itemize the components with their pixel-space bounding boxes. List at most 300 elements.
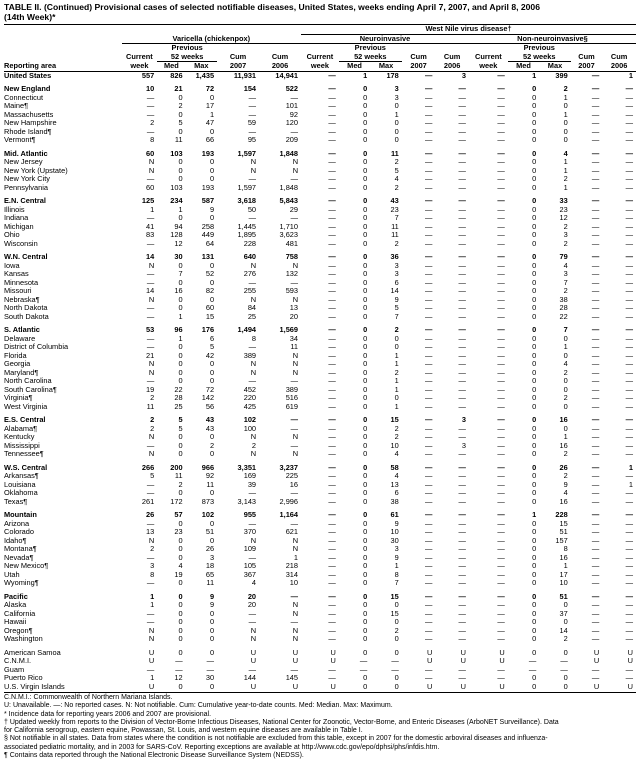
- value-cell: 0: [532, 205, 537, 214]
- value-cell: 1: [394, 385, 399, 394]
- value-cell: 5,843: [279, 196, 299, 205]
- reporting-area-cell: North Dakota: [4, 304, 48, 312]
- value-cell: —: [625, 441, 633, 450]
- value-cell: —: [497, 351, 505, 360]
- value-cell: —: [328, 536, 336, 545]
- reporting-area-cell: South Carolina¶: [4, 385, 57, 394]
- table-row: [4, 554, 636, 563]
- value-cell: —: [591, 618, 600, 626]
- value-cell: —: [497, 489, 505, 497]
- reporting-area-cell: Nebraska¶: [4, 295, 40, 304]
- value-cell: 266: [141, 462, 155, 472]
- value-cell: 30: [390, 536, 399, 545]
- value-cell: 2: [394, 424, 399, 433]
- value-cell: —: [497, 433, 505, 441]
- value-cell: —: [328, 102, 336, 110]
- value-cell: 0: [532, 433, 537, 441]
- value-cell: U: [148, 657, 155, 665]
- value-cell: 0: [532, 441, 537, 450]
- value-cell: 0: [363, 562, 368, 570]
- reporting-area-cell: Kentucky: [4, 433, 35, 441]
- value-cell: 101: [285, 102, 299, 110]
- value-cell: —: [497, 231, 505, 239]
- value-cell: 109: [243, 545, 257, 553]
- value-cell: —: [458, 609, 466, 618]
- value-cell: 96: [174, 325, 183, 334]
- value-cell: 0: [209, 536, 215, 545]
- value-cell: —: [146, 609, 155, 618]
- value-cell: —: [328, 304, 336, 312]
- value-cell: 16: [559, 415, 568, 424]
- value-cell: 9: [563, 480, 568, 489]
- value-cell: 1: [150, 674, 155, 682]
- value-cell: 4: [394, 472, 399, 480]
- value-cell: 0: [363, 545, 368, 553]
- value-cell: —: [497, 536, 505, 545]
- value-cell: 3: [461, 415, 466, 424]
- value-cell: 15: [390, 591, 399, 601]
- value-cell: —: [497, 278, 505, 287]
- reporting-area-cell: Georgia: [4, 360, 31, 368]
- value-cell: —: [146, 239, 155, 248]
- value-cell: 0: [532, 295, 537, 304]
- value-cell: —: [591, 450, 600, 458]
- header-week: week: [301, 62, 339, 72]
- value-cell: —: [424, 71, 433, 80]
- value-cell: 826: [170, 71, 183, 80]
- value-cell: —: [248, 127, 257, 136]
- value-cell: 0: [532, 601, 537, 609]
- value-cell: —: [458, 377, 466, 385]
- value-cell: 1,848: [279, 183, 299, 192]
- value-cell: —: [458, 635, 466, 643]
- value-cell: 6: [394, 489, 399, 497]
- value-cell: —: [591, 415, 600, 424]
- table-row: [4, 94, 636, 103]
- value-cell: N: [250, 433, 257, 441]
- value-cell: —: [591, 102, 600, 110]
- value-cell: —: [497, 325, 505, 334]
- value-cell: 0: [363, 239, 368, 248]
- value-cell: —: [328, 368, 336, 377]
- value-cell: —: [591, 626, 600, 635]
- value-cell: 1: [532, 510, 537, 519]
- value-cell: —: [458, 528, 466, 536]
- value-cell: —: [458, 158, 466, 166]
- value-cell: —: [458, 295, 466, 304]
- value-cell: —: [248, 665, 257, 674]
- table-row: [4, 489, 636, 498]
- value-cell: N: [250, 368, 257, 377]
- value-cell: —: [458, 553, 466, 562]
- value-cell: —: [591, 553, 600, 562]
- value-cell: —: [591, 591, 600, 601]
- value-cell: 0: [178, 545, 183, 553]
- value-cell: 16: [174, 287, 183, 295]
- value-cell: —: [591, 231, 600, 239]
- reporting-area-cell: C.N.M.I.: [4, 657, 32, 665]
- value-cell: —: [625, 84, 633, 93]
- value-cell: 9: [394, 295, 399, 304]
- value-cell: —: [146, 278, 155, 287]
- value-cell: 92: [205, 472, 215, 480]
- value-cell: —: [424, 377, 433, 385]
- value-cell: 218: [285, 562, 299, 570]
- value-cell: 57: [174, 510, 183, 519]
- value-cell: —: [248, 553, 257, 562]
- value-cell: 193: [201, 183, 215, 192]
- value-cell: —: [591, 462, 600, 472]
- value-cell: 2: [394, 626, 399, 635]
- value-cell: —: [591, 385, 600, 394]
- table-row: [4, 304, 636, 313]
- value-cell: 8: [394, 570, 399, 579]
- value-cell: 0: [209, 214, 215, 222]
- value-cell: 0: [363, 635, 368, 643]
- value-cell: 389: [243, 351, 257, 360]
- value-cell: —: [625, 510, 633, 519]
- value-cell: —: [424, 626, 433, 635]
- value-cell: —: [328, 497, 336, 506]
- value-cell: —: [591, 562, 600, 570]
- value-cell: —: [591, 312, 600, 321]
- value-cell: 2: [563, 394, 568, 402]
- value-cell: —: [290, 424, 299, 433]
- value-cell: 1: [563, 433, 568, 441]
- value-cell: 11: [390, 148, 399, 158]
- value-cell: —: [497, 424, 505, 433]
- value-cell: —: [328, 343, 336, 351]
- value-cell: 0: [394, 601, 399, 609]
- table-row: [4, 128, 636, 137]
- value-cell: —: [458, 102, 466, 110]
- value-cell: 28: [174, 394, 183, 402]
- value-cell: —: [328, 84, 336, 93]
- table-row: [4, 674, 636, 683]
- value-cell: —: [591, 368, 600, 377]
- value-cell: 0: [363, 158, 368, 166]
- value-cell: —: [328, 579, 336, 587]
- value-cell: —: [497, 175, 505, 183]
- value-cell: 20: [247, 601, 257, 609]
- value-cell: —: [424, 214, 433, 222]
- value-cell: 2: [178, 480, 183, 489]
- reporting-area-cell: New Jersey: [4, 158, 43, 166]
- value-cell: —: [424, 433, 433, 441]
- value-cell: U: [460, 682, 466, 691]
- value-cell: 0: [209, 626, 215, 635]
- value-cell: 0: [532, 394, 537, 402]
- value-cell: 0: [363, 536, 368, 545]
- reporting-area-cell: New York City: [4, 175, 51, 183]
- value-cell: —: [328, 377, 336, 385]
- value-cell: U: [148, 682, 155, 691]
- value-cell: —: [591, 261, 600, 270]
- value-cell: 0: [532, 462, 537, 472]
- reporting-area-cell: Missouri: [4, 287, 32, 295]
- value-cell: U: [499, 682, 505, 691]
- header-2006: 2006: [259, 62, 301, 72]
- value-cell: 0: [532, 93, 537, 102]
- value-cell: —: [591, 127, 600, 136]
- value-cell: 370: [243, 528, 257, 536]
- value-cell: —: [458, 536, 466, 545]
- value-cell: —: [328, 166, 336, 175]
- value-cell: 2: [394, 325, 399, 334]
- header-2007: 2007: [217, 62, 259, 72]
- value-cell: 37: [559, 609, 568, 618]
- reporting-area-cell: Florida: [4, 351, 27, 360]
- value-cell: N: [292, 368, 299, 377]
- value-cell: —: [591, 183, 600, 192]
- value-cell: 0: [209, 433, 215, 441]
- value-cell: 0: [532, 591, 537, 601]
- value-cell: 120: [285, 119, 299, 127]
- value-cell: 131: [201, 252, 215, 261]
- value-cell: 0: [532, 368, 537, 377]
- value-cell: —: [625, 545, 633, 553]
- value-cell: —: [625, 304, 633, 312]
- value-cell: 0: [209, 489, 215, 497]
- value-cell: U: [593, 647, 600, 657]
- value-cell: 39: [247, 480, 257, 489]
- value-cell: 51: [559, 528, 568, 536]
- header-neuroinvasive: Neuroinvasive: [301, 34, 469, 44]
- value-cell: —: [458, 360, 466, 368]
- value-cell: —: [328, 609, 336, 618]
- value-cell: 0: [178, 295, 183, 304]
- value-cell: 0: [178, 93, 183, 102]
- value-cell: —: [625, 450, 633, 458]
- value-cell: 0: [532, 270, 537, 278]
- value-cell: 0: [532, 351, 537, 360]
- value-cell: 8: [150, 570, 155, 579]
- value-cell: —: [625, 261, 633, 270]
- value-cell: 51: [205, 528, 215, 536]
- value-cell: —: [625, 222, 633, 231]
- value-cell: —: [458, 368, 466, 377]
- value-cell: 0: [532, 261, 537, 270]
- value-cell: 15: [390, 609, 399, 618]
- value-cell: 0: [363, 626, 368, 635]
- value-cell: N: [292, 626, 299, 635]
- table-row: [4, 248, 636, 262]
- value-cell: 425: [243, 402, 257, 411]
- value-cell: 2,996: [279, 497, 299, 506]
- value-cell: N: [250, 295, 257, 304]
- value-cell: 0: [209, 93, 215, 102]
- value-cell: —: [591, 424, 600, 433]
- value-cell: —: [458, 562, 466, 570]
- footnote-line: C.N.M.I.: Commonwealth of Northern Mariana Islands.: [4, 694, 173, 701]
- value-cell: 13: [146, 528, 155, 536]
- value-cell: 11: [391, 231, 399, 239]
- header-52-weeks: 52 weeks: [508, 53, 571, 62]
- value-cell: —: [497, 334, 505, 343]
- value-cell: 0: [532, 360, 537, 368]
- value-cell: —: [424, 287, 433, 295]
- value-cell: 557: [141, 71, 155, 80]
- value-cell: 0: [363, 682, 368, 691]
- value-cell: —: [328, 570, 336, 579]
- value-cell: 1,597: [237, 183, 257, 192]
- value-cell: —: [328, 334, 336, 343]
- value-cell: 0: [363, 196, 368, 205]
- table-row: [4, 145, 636, 159]
- value-cell: 0: [532, 136, 537, 144]
- value-cell: 0: [532, 278, 537, 287]
- value-cell: —: [497, 497, 505, 506]
- value-cell: —: [497, 618, 505, 626]
- value-cell: —: [458, 270, 466, 278]
- value-cell: —: [458, 127, 466, 136]
- header-med: Med: [339, 62, 370, 72]
- reporting-area-cell: Indiana: [4, 214, 29, 222]
- value-cell: 7: [563, 325, 568, 334]
- value-cell: —: [146, 553, 155, 562]
- value-cell: —: [328, 519, 336, 528]
- value-cell: —: [328, 148, 336, 158]
- value-cell: N: [292, 166, 299, 175]
- value-cell: —: [328, 239, 336, 248]
- value-cell: —: [328, 360, 336, 368]
- value-cell: —: [497, 674, 505, 682]
- value-cell: —: [458, 312, 466, 321]
- value-cell: 276: [243, 270, 257, 278]
- value-cell: —: [591, 360, 600, 368]
- value-cell: 66: [205, 136, 215, 144]
- value-cell: 22: [559, 312, 568, 321]
- value-cell: —: [146, 270, 155, 278]
- value-cell: —: [497, 252, 505, 261]
- value-cell: 172: [170, 497, 183, 506]
- value-cell: —: [424, 239, 433, 248]
- value-cell: —: [625, 351, 633, 360]
- value-cell: 0: [209, 368, 215, 377]
- value-cell: 516: [285, 394, 299, 402]
- header-previous: Previous: [171, 43, 203, 52]
- value-cell: —: [497, 562, 505, 570]
- value-cell: 23: [559, 205, 568, 214]
- value-cell: 0: [532, 239, 537, 248]
- value-cell: 18: [205, 562, 215, 570]
- value-cell: —: [458, 579, 466, 587]
- value-cell: 0: [394, 635, 399, 643]
- value-cell: 3: [563, 270, 568, 278]
- value-cell: 2: [178, 102, 183, 110]
- value-cell: 0: [363, 394, 368, 402]
- value-cell: 2: [150, 545, 155, 553]
- value-cell: 621: [285, 528, 299, 536]
- value-cell: —: [591, 136, 600, 144]
- value-cell: 2: [394, 239, 399, 248]
- value-cell: 0: [178, 591, 183, 601]
- value-cell: 0: [363, 93, 368, 102]
- value-cell: —: [424, 196, 433, 205]
- value-cell: 0: [209, 609, 215, 618]
- value-cell: —: [497, 84, 505, 93]
- value-cell: 145: [285, 674, 299, 682]
- header-cum: Cum: [271, 52, 289, 61]
- table-row: [4, 167, 636, 176]
- value-cell: 1: [628, 480, 633, 489]
- header-previous: Previous: [354, 43, 386, 52]
- value-cell: 3: [150, 562, 155, 570]
- value-cell: 0: [209, 682, 215, 691]
- value-cell: 0: [563, 618, 568, 626]
- value-cell: N: [250, 166, 257, 175]
- value-cell: —: [359, 665, 368, 674]
- value-cell: 5: [394, 304, 399, 312]
- value-cell: —: [591, 489, 600, 497]
- value-cell: —: [625, 674, 633, 682]
- value-cell: 0: [363, 647, 368, 657]
- value-cell: 13: [390, 480, 399, 489]
- value-cell: 1,848: [279, 148, 299, 158]
- value-cell: —: [625, 175, 633, 183]
- value-cell: 0: [532, 647, 537, 657]
- header-2007: 2007: [571, 62, 602, 72]
- value-cell: 0: [532, 626, 537, 635]
- value-cell: 0: [363, 295, 368, 304]
- value-cell: —: [458, 489, 466, 497]
- value-cell: —: [625, 231, 633, 239]
- value-cell: —: [591, 110, 600, 119]
- value-cell: —: [458, 205, 466, 214]
- value-cell: 1: [150, 591, 155, 601]
- value-cell: —: [625, 433, 633, 441]
- value-cell: —: [625, 562, 633, 570]
- value-cell: 4: [178, 562, 183, 570]
- value-cell: —: [625, 368, 633, 377]
- value-cell: 0: [563, 334, 568, 343]
- value-cell: 0: [532, 519, 537, 528]
- value-cell: 4: [563, 148, 568, 158]
- value-cell: —: [625, 609, 633, 618]
- value-cell: —: [497, 239, 505, 248]
- value-cell: —: [625, 579, 633, 587]
- value-cell: —: [625, 570, 633, 579]
- reporting-area-cell: Connecticut: [4, 93, 44, 102]
- value-cell: —: [458, 278, 466, 287]
- value-cell: 3,237: [279, 462, 299, 472]
- value-cell: —: [424, 402, 433, 411]
- value-cell: 0: [532, 84, 537, 93]
- value-cell: 1: [178, 312, 183, 321]
- value-cell: —: [591, 334, 600, 343]
- value-cell: 2: [394, 433, 399, 441]
- value-cell: —: [625, 665, 633, 674]
- value-cell: —: [248, 93, 257, 102]
- reporting-area-cell: New Hampshire: [4, 119, 57, 127]
- value-cell: 0: [532, 472, 537, 480]
- value-cell: 1,569: [279, 325, 299, 334]
- value-cell: 0: [532, 110, 537, 119]
- value-cell: U: [627, 647, 633, 657]
- value-cell: 0: [532, 674, 537, 682]
- value-cell: N: [292, 545, 299, 553]
- value-cell: —: [625, 148, 633, 158]
- value-cell: —: [424, 665, 433, 674]
- reporting-area-cell: California: [4, 609, 36, 618]
- value-cell: 178: [386, 71, 399, 80]
- value-cell: 1: [563, 183, 568, 192]
- value-cell: —: [625, 119, 633, 127]
- value-cell: —: [458, 222, 466, 231]
- value-cell: 43: [390, 196, 399, 205]
- value-cell: 9: [394, 519, 399, 528]
- value-cell: 0: [363, 205, 368, 214]
